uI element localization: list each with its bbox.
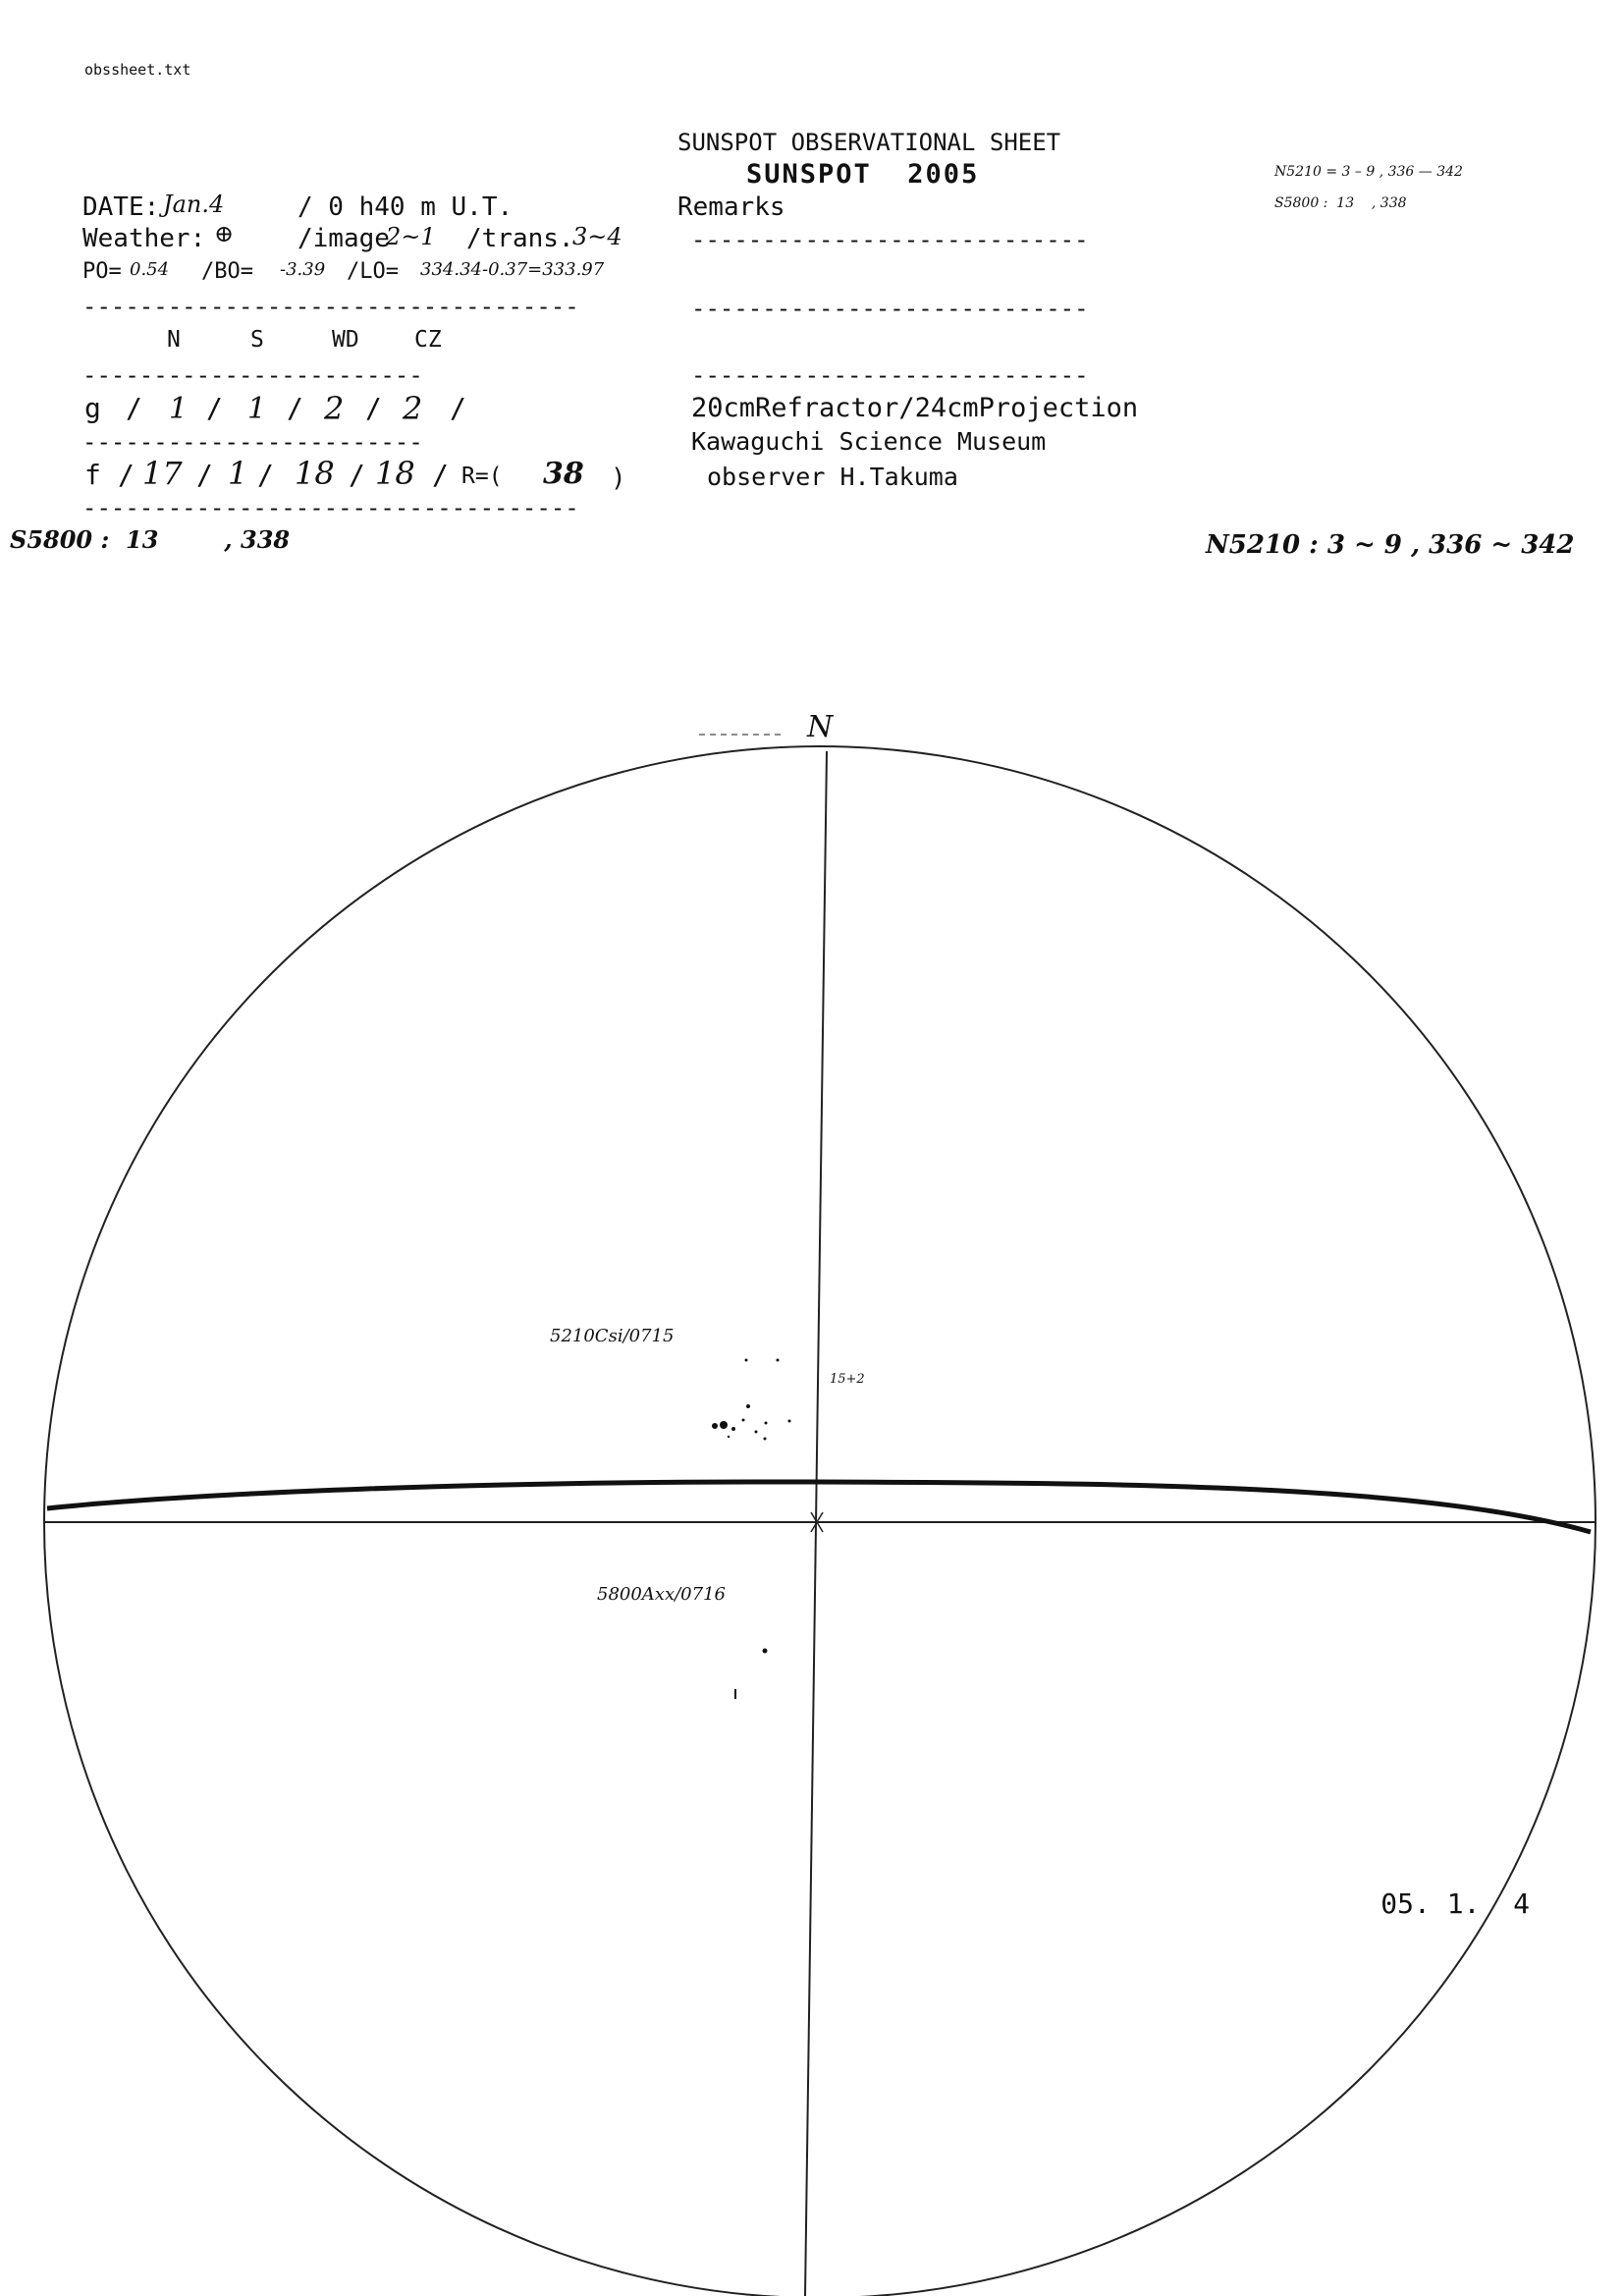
f-wd-value: 18 (295, 455, 335, 492)
col-cz: CZ (414, 327, 442, 353)
p0-label: PO= (82, 259, 122, 284)
date-stamp: 05. 1. 4 (1380, 1887, 1530, 1920)
date-value: Jan.4 (163, 191, 225, 218)
sunspot (765, 1422, 768, 1425)
g-wd-value: 2 (324, 390, 345, 427)
p0-value: 0.54 (130, 259, 170, 280)
right-note: N5210 : 3 ~ 9 , 336 ~ 342 (1206, 530, 1575, 560)
time-value: / 0 h40 m U.T. (298, 192, 514, 222)
file-name: obssheet.txt (84, 61, 191, 79)
image-label: /image (298, 224, 390, 253)
sunspot (731, 1427, 735, 1431)
f-s-value: 1 (228, 455, 248, 492)
g-label: g (84, 392, 101, 424)
g-n-value: 1 (169, 392, 189, 426)
sunspot (745, 1359, 748, 1362)
sunspot (728, 1436, 730, 1438)
trans-value: 3~4 (572, 223, 622, 250)
image-value: 2~1 (386, 223, 436, 250)
col-n: N (167, 327, 181, 353)
separator-2: ------------------------ (82, 361, 423, 389)
left-note: S5800 : 13 , 338 (10, 525, 291, 554)
sunspot (720, 1421, 728, 1429)
sunspot (746, 1404, 750, 1408)
b0-label: /BO= (201, 259, 253, 284)
top-right-note-2: S5800 : 13 , 338 (1274, 195, 1407, 211)
remarks-line-1: ---------------------------- (691, 226, 1089, 253)
instrument: 20cmRefractor/24cmProjection (691, 393, 1139, 423)
group-5210-note: 15+2 (830, 1372, 865, 1387)
sheet-title: SUNSPOT OBSERVATIONAL SHEET (677, 129, 1061, 156)
group-5800-label: 5800Axx/0716 (597, 1584, 726, 1605)
sunspot (788, 1420, 791, 1423)
l0-label: /LO= (347, 259, 399, 284)
group-5210-label: 5210Csi/0715 (550, 1326, 675, 1346)
date-label: DATE: (82, 192, 160, 222)
g-cz-value: 2 (403, 390, 423, 427)
observer: observer H.Takuma (707, 463, 958, 491)
col-s: S (250, 327, 264, 353)
remarks-line-3: ---------------------------- (691, 361, 1089, 389)
separator-3: ------------------------ (82, 428, 423, 456)
l0-value: 334.34-0.37=333.97 (420, 259, 605, 280)
sunspot (712, 1423, 718, 1429)
r-close: ) (611, 464, 626, 493)
sunspot (755, 1431, 758, 1434)
sunspot (742, 1419, 745, 1422)
b0-value: -3.39 (280, 259, 326, 280)
separator-1: ----------------------------------- (82, 293, 579, 320)
sunspot (764, 1438, 767, 1441)
sunspot-group-5210 (712, 1359, 791, 1441)
r-value: 38 (543, 457, 584, 491)
sunspot (777, 1359, 780, 1362)
top-right-note-1: N5210 = 3 – 9 , 336 — 342 (1274, 164, 1463, 180)
trans-label: /trans. (466, 224, 574, 253)
institution: Kawaguchi Science Museum (691, 427, 1047, 456)
north-label: N (807, 710, 834, 744)
weather-value: ⊕ (214, 220, 235, 247)
weather-label: Weather: (82, 224, 206, 253)
col-wd: WD (332, 327, 359, 353)
f-n-value: 17 (142, 455, 183, 492)
g-s-value: 1 (247, 392, 267, 426)
f-label: f (84, 459, 101, 491)
f-cz-value: 18 (375, 455, 415, 492)
separator-4: ----------------------------------- (82, 494, 579, 521)
sunspot-group-5800 (735, 1649, 768, 1700)
remarks-line-2: ---------------------------- (691, 295, 1089, 322)
sunspot (763, 1649, 768, 1654)
remarks-label: Remarks (677, 192, 785, 222)
sheet-subtitle: SUNSPOT 2005 (746, 159, 980, 190)
r-label: R=( (461, 464, 503, 489)
